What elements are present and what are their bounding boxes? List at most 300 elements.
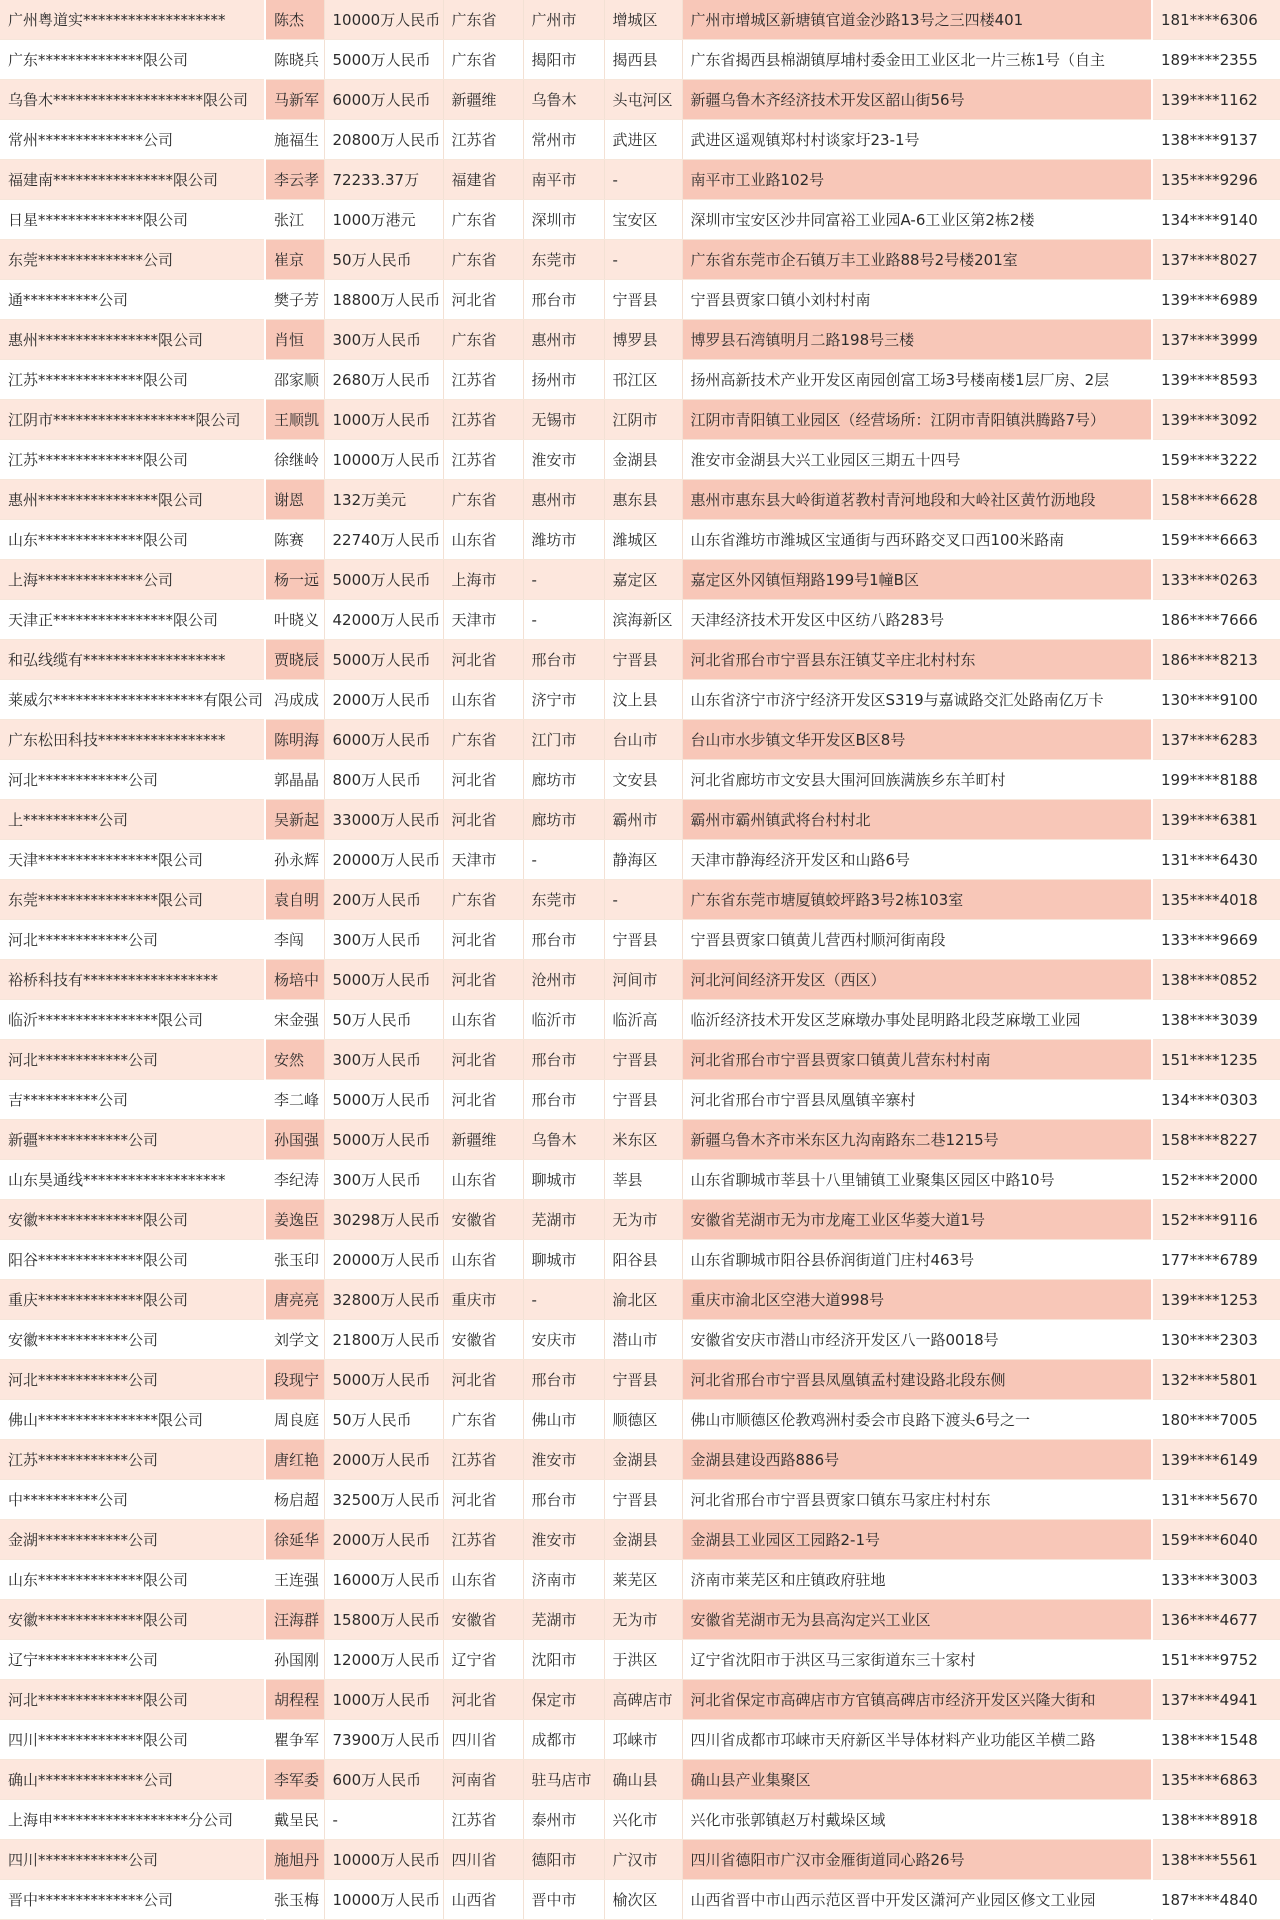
phone-cell: 159****3222 — [1152, 440, 1280, 480]
address-cell: 新疆乌鲁木齐市米东区九沟南路东二巷1215号 — [682, 1120, 1152, 1160]
legal-rep-cell: 陈杰 — [265, 0, 324, 40]
city-cell: 扬州市 — [523, 360, 604, 400]
city-cell: 东莞市 — [523, 880, 604, 920]
phone-cell: 138****5561 — [1152, 1840, 1280, 1880]
company-name-cell: 吉**********公司 — [0, 1080, 265, 1120]
province-cell: 广东省 — [443, 1400, 523, 1440]
city-cell: 邢台市 — [523, 1360, 604, 1400]
city-cell: 淮安市 — [523, 440, 604, 480]
company-name-cell: 山东**************限公司 — [0, 1560, 265, 1600]
city-cell: 邢台市 — [523, 1480, 604, 1520]
city-cell: 德阳市 — [523, 1840, 604, 1880]
address-cell: 临沂经济技术开发区芝麻墩办事处昆明路北段芝麻墩工业园 — [682, 1000, 1152, 1040]
legal-rep-cell: 冯成成 — [265, 680, 324, 720]
province-cell: 江苏省 — [443, 1520, 523, 1560]
city-cell: 芜湖市 — [523, 1200, 604, 1240]
legal-rep-cell: 张玉梅 — [265, 1880, 324, 1920]
company-name-cell: 山东昊通线******************* — [0, 1160, 265, 1200]
table-row — [0, 1160, 1280, 1200]
legal-rep-cell: 崔京 — [265, 240, 324, 280]
phone-cell: 135****4018 — [1152, 880, 1280, 920]
legal-rep-cell: 汪海群 — [265, 1600, 324, 1640]
address-cell: 山东省潍坊市潍城区宝通街与西环路交叉口西100米路南 — [682, 520, 1152, 560]
registered-capital-cell: 300万人民币 — [324, 1040, 443, 1080]
province-cell: 江苏省 — [443, 1800, 523, 1840]
province-cell: 河北省 — [443, 920, 523, 960]
district-cell: 临沂高 — [604, 1000, 682, 1040]
legal-rep-cell: 郭晶晶 — [265, 760, 324, 800]
district-cell: 惠东县 — [604, 480, 682, 520]
registered-capital-cell: 5000万人民币 — [324, 1360, 443, 1400]
district-cell: 宁晋县 — [604, 1040, 682, 1080]
table-row — [0, 640, 1280, 680]
phone-cell: 177****6789 — [1152, 1240, 1280, 1280]
company-name-cell: 四川************公司 — [0, 1840, 265, 1880]
table-row — [0, 1720, 1280, 1760]
address-cell: 江阴市青阳镇工业园区（经营场所：江阴市青阳镇洪腾路7号） — [682, 400, 1152, 440]
registered-capital-cell: 32500万人民币 — [324, 1480, 443, 1520]
address-cell: 博罗县石湾镇明月二路198号三楼 — [682, 320, 1152, 360]
city-cell: 济南市 — [523, 1560, 604, 1600]
legal-rep-cell: 刘学文 — [265, 1320, 324, 1360]
district-cell: 增城区 — [604, 0, 682, 40]
city-cell: 淮安市 — [523, 1520, 604, 1560]
district-cell: 文安县 — [604, 760, 682, 800]
table-row — [0, 1440, 1280, 1480]
district-cell: 滨海新区 — [604, 600, 682, 640]
city-cell: 惠州市 — [523, 480, 604, 520]
address-cell: 兴化市张郭镇赵万村戴垛区域 — [682, 1800, 1152, 1840]
address-cell: 安徽省芜湖市无为市龙庵工业区华菱大道1号 — [682, 1200, 1152, 1240]
table-row — [0, 1640, 1280, 1680]
district-cell: 渝北区 — [604, 1280, 682, 1320]
province-cell: 重庆市 — [443, 1280, 523, 1320]
city-cell: 潍坊市 — [523, 520, 604, 560]
district-cell: 米东区 — [604, 1120, 682, 1160]
legal-rep-cell: 马新军 — [265, 80, 324, 120]
registered-capital-cell: 132万美元 — [324, 480, 443, 520]
table-row — [0, 240, 1280, 280]
legal-rep-cell: 陈赛 — [265, 520, 324, 560]
registered-capital-cell: 5000万人民币 — [324, 560, 443, 600]
city-cell: 揭阳市 — [523, 40, 604, 80]
district-cell: 宁晋县 — [604, 920, 682, 960]
province-cell: 广东省 — [443, 40, 523, 80]
registered-capital-cell: 18800万人民币 — [324, 280, 443, 320]
address-cell: 河北省廊坊市文安县大围河回族满族乡东羊町村 — [682, 760, 1152, 800]
phone-cell: 134****9140 — [1152, 200, 1280, 240]
city-cell: 廊坊市 — [523, 760, 604, 800]
city-cell: 惠州市 — [523, 320, 604, 360]
table-row — [0, 600, 1280, 640]
registered-capital-cell: 21800万人民币 — [324, 1320, 443, 1360]
registered-capital-cell: 5000万人民币 — [324, 1120, 443, 1160]
company-name-cell: 临沂****************限公司 — [0, 1000, 265, 1040]
company-name-cell: 江苏**************限公司 — [0, 440, 265, 480]
company-name-cell: 中**********公司 — [0, 1480, 265, 1520]
company-name-cell: 天津****************限公司 — [0, 840, 265, 880]
district-cell: 静海区 — [604, 840, 682, 880]
phone-cell: 189****2355 — [1152, 40, 1280, 80]
company-name-cell: 山东**************限公司 — [0, 520, 265, 560]
legal-rep-cell: 唐亮亮 — [265, 1280, 324, 1320]
address-cell: 济南市莱芜区和庄镇政府驻地 — [682, 1560, 1152, 1600]
district-cell: 汶上县 — [604, 680, 682, 720]
legal-rep-cell: 陈明海 — [265, 720, 324, 760]
table-row — [0, 880, 1280, 920]
table-row — [0, 1320, 1280, 1360]
city-cell: - — [523, 1280, 604, 1320]
address-cell: 淮安市金湖县大兴工业园区三期五十四号 — [682, 440, 1152, 480]
province-cell: 山东省 — [443, 680, 523, 720]
district-cell: 榆次区 — [604, 1880, 682, 1920]
legal-rep-cell: 孙永辉 — [265, 840, 324, 880]
registered-capital-cell: 1000万人民币 — [324, 1680, 443, 1720]
table-row — [0, 280, 1280, 320]
city-cell: 常州市 — [523, 120, 604, 160]
province-cell: 上海市 — [443, 560, 523, 600]
address-cell: 深圳市宝安区沙井同富裕工业园A-6工业区第2栋2楼 — [682, 200, 1152, 240]
province-cell: 天津市 — [443, 600, 523, 640]
province-cell: 广东省 — [443, 720, 523, 760]
province-cell: 河北省 — [443, 760, 523, 800]
address-cell: 河北河间经济开发区（西区） — [682, 960, 1152, 1000]
city-cell: 聊城市 — [523, 1160, 604, 1200]
table-row — [0, 1480, 1280, 1520]
phone-cell: 139****1162 — [1152, 80, 1280, 120]
address-cell: 天津市静海经济开发区和山路6号 — [682, 840, 1152, 880]
registered-capital-cell: 22740万人民币 — [324, 520, 443, 560]
table-row — [0, 440, 1280, 480]
phone-cell: 135****9296 — [1152, 160, 1280, 200]
district-cell: 金湖县 — [604, 440, 682, 480]
district-cell: 邛崃市 — [604, 1720, 682, 1760]
district-cell: 邗江区 — [604, 360, 682, 400]
registered-capital-cell: 5000万人民币 — [324, 40, 443, 80]
province-cell: 山东省 — [443, 1240, 523, 1280]
district-cell: 顺德区 — [604, 1400, 682, 1440]
phone-cell: 186****7666 — [1152, 600, 1280, 640]
city-cell: 佛山市 — [523, 1400, 604, 1440]
table-row — [0, 520, 1280, 560]
registered-capital-cell: 42000万人民币 — [324, 600, 443, 640]
province-cell: 广东省 — [443, 880, 523, 920]
registered-capital-cell: 10000万人民币 — [324, 1840, 443, 1880]
company-name-cell: 通**********公司 — [0, 280, 265, 320]
phone-cell: 187****4840 — [1152, 1880, 1280, 1920]
table-row — [0, 80, 1280, 120]
city-cell: 沈阳市 — [523, 1640, 604, 1680]
phone-cell: 158****6628 — [1152, 480, 1280, 520]
company-name-cell: 晋中**************公司 — [0, 1880, 265, 1920]
province-cell: 河北省 — [443, 1680, 523, 1720]
province-cell: 山东省 — [443, 1560, 523, 1600]
district-cell: - — [604, 880, 682, 920]
registered-capital-cell: 15800万人民币 — [324, 1600, 443, 1640]
phone-cell: 139****6381 — [1152, 800, 1280, 840]
phone-cell: 152****2000 — [1152, 1160, 1280, 1200]
address-cell: 南平市工业路102号 — [682, 160, 1152, 200]
company-name-cell: 广东松田科技***************** — [0, 720, 265, 760]
legal-rep-cell: 张江 — [265, 200, 324, 240]
company-name-cell: 裕桥科技有****************** — [0, 960, 265, 1000]
phone-cell: 159****6663 — [1152, 520, 1280, 560]
legal-rep-cell: 李纪涛 — [265, 1160, 324, 1200]
district-cell: 武进区 — [604, 120, 682, 160]
city-cell: 江门市 — [523, 720, 604, 760]
district-cell: 兴化市 — [604, 1800, 682, 1840]
address-cell: 确山县产业集聚区 — [682, 1760, 1152, 1800]
legal-rep-cell: 袁自明 — [265, 880, 324, 920]
company-name-cell: 江苏**************限公司 — [0, 360, 265, 400]
phone-cell: 138****9137 — [1152, 120, 1280, 160]
table-row — [0, 560, 1280, 600]
district-cell: - — [604, 160, 682, 200]
address-cell: 惠州市惠东县大岭街道茗教村青河地段和大岭社区黄竹沥地段 — [682, 480, 1152, 520]
city-cell: 晋中市 — [523, 1880, 604, 1920]
legal-rep-cell: 叶晓义 — [265, 600, 324, 640]
legal-rep-cell: 陈晓兵 — [265, 40, 324, 80]
address-cell: 天津经济技术开发区中区纺八路283号 — [682, 600, 1152, 640]
legal-rep-cell: 施福生 — [265, 120, 324, 160]
province-cell: 江苏省 — [443, 360, 523, 400]
table-row — [0, 1120, 1280, 1160]
city-cell: 安庆市 — [523, 1320, 604, 1360]
table-row — [0, 1760, 1280, 1800]
company-name-cell: 广州粤道实******************* — [0, 0, 265, 40]
address-cell: 佛山市顺德区伦教鸡洲村委会市良路下渡头6号之一 — [682, 1400, 1152, 1440]
province-cell: 天津市 — [443, 840, 523, 880]
legal-rep-cell: 贾晓辰 — [265, 640, 324, 680]
company-name-cell: 安徽************公司 — [0, 1320, 265, 1360]
phone-cell: 137****8027 — [1152, 240, 1280, 280]
table-row — [0, 1280, 1280, 1320]
province-cell: 河北省 — [443, 1480, 523, 1520]
phone-cell: 181****6306 — [1152, 0, 1280, 40]
registered-capital-cell: 300万人民币 — [324, 320, 443, 360]
city-cell: 乌鲁木 — [523, 1120, 604, 1160]
city-cell: 驻马店市 — [523, 1760, 604, 1800]
company-name-cell: 佛山****************限公司 — [0, 1400, 265, 1440]
legal-rep-cell: 施旭丹 — [265, 1840, 324, 1880]
registered-capital-cell: 32800万人民币 — [324, 1280, 443, 1320]
address-cell: 广东省揭西县棉湖镇厚埔村委金田工业区北一片三栋1号（自主 — [682, 40, 1152, 80]
legal-rep-cell: 徐继岭 — [265, 440, 324, 480]
province-cell: 河北省 — [443, 640, 523, 680]
table-row — [0, 1360, 1280, 1400]
registered-capital-cell: 5000万人民币 — [324, 960, 443, 1000]
phone-cell: 131****6430 — [1152, 840, 1280, 880]
city-cell: - — [523, 600, 604, 640]
legal-rep-cell: 张玉印 — [265, 1240, 324, 1280]
phone-cell: 136****4677 — [1152, 1600, 1280, 1640]
district-cell: 河间市 — [604, 960, 682, 1000]
city-cell: 邢台市 — [523, 640, 604, 680]
legal-rep-cell: 肖恒 — [265, 320, 324, 360]
district-cell: 广汉市 — [604, 1840, 682, 1880]
address-cell: 台山市水步镇文华开发区B区8号 — [682, 720, 1152, 760]
city-cell: 邢台市 — [523, 1080, 604, 1120]
table-row — [0, 920, 1280, 960]
company-name-cell: 天津正****************限公司 — [0, 600, 265, 640]
city-cell: 无锡市 — [523, 400, 604, 440]
province-cell: 山西省 — [443, 1880, 523, 1920]
phone-cell: 130****2303 — [1152, 1320, 1280, 1360]
city-cell: 保定市 — [523, 1680, 604, 1720]
province-cell: 广东省 — [443, 0, 523, 40]
province-cell: 广东省 — [443, 200, 523, 240]
legal-rep-cell: 周良庭 — [265, 1400, 324, 1440]
registered-capital-cell: 600万人民币 — [324, 1760, 443, 1800]
province-cell: 广东省 — [443, 320, 523, 360]
address-cell: 霸州市霸州镇武将台村村北 — [682, 800, 1152, 840]
address-cell: 广东省东莞市塘厦镇蛟坪路3号2栋103室 — [682, 880, 1152, 920]
phone-cell: 134****0303 — [1152, 1080, 1280, 1120]
company-name-cell: 东莞****************限公司 — [0, 880, 265, 920]
phone-cell: 186****8213 — [1152, 640, 1280, 680]
city-cell: 济宁市 — [523, 680, 604, 720]
company-name-cell: 上**********公司 — [0, 800, 265, 840]
city-cell: 淮安市 — [523, 1440, 604, 1480]
district-cell: 确山县 — [604, 1760, 682, 1800]
legal-rep-cell: 杨培中 — [265, 960, 324, 1000]
address-cell: 河北省邢台市宁晋县贾家口镇黄儿营东村村南 — [682, 1040, 1152, 1080]
province-cell: 河北省 — [443, 960, 523, 1000]
city-cell: 沧州市 — [523, 960, 604, 1000]
table-row — [0, 1040, 1280, 1080]
phone-cell: 138****3039 — [1152, 1000, 1280, 1040]
registered-capital-cell: 2000万人民币 — [324, 1520, 443, 1560]
company-name-cell: 确山**************公司 — [0, 1760, 265, 1800]
district-cell: 莱芜区 — [604, 1560, 682, 1600]
address-cell: 山东省济宁市济宁经济开发区S319与嘉诚路交汇处路南亿万卡 — [682, 680, 1152, 720]
phone-cell: 137****6283 — [1152, 720, 1280, 760]
legal-rep-cell: 邵家顺 — [265, 360, 324, 400]
table-row — [0, 1520, 1280, 1560]
city-cell: 南平市 — [523, 160, 604, 200]
district-cell: 无为市 — [604, 1200, 682, 1240]
phone-cell: 139****6989 — [1152, 280, 1280, 320]
company-name-cell: 河北************公司 — [0, 1040, 265, 1080]
province-cell: 江苏省 — [443, 120, 523, 160]
legal-rep-cell: 孙国强 — [265, 1120, 324, 1160]
legal-rep-cell: 徐延华 — [265, 1520, 324, 1560]
phone-cell: 138****0852 — [1152, 960, 1280, 1000]
district-cell: 潍城区 — [604, 520, 682, 560]
city-cell: 聊城市 — [523, 1240, 604, 1280]
legal-rep-cell: 宋金强 — [265, 1000, 324, 1040]
company-name-cell: 安徽**************限公司 — [0, 1600, 265, 1640]
registered-capital-cell: 200万人民币 — [324, 880, 443, 920]
company-name-cell: 莱威尔********************有限公司 — [0, 680, 265, 720]
province-cell: 辽宁省 — [443, 1640, 523, 1680]
table-row — [0, 680, 1280, 720]
table-row — [0, 160, 1280, 200]
company-name-cell: 惠州****************限公司 — [0, 320, 265, 360]
phone-cell: 158****8227 — [1152, 1120, 1280, 1160]
phone-cell: 130****9100 — [1152, 680, 1280, 720]
company-name-cell: 上海**************公司 — [0, 560, 265, 600]
city-cell: 廊坊市 — [523, 800, 604, 840]
district-cell: 无为市 — [604, 1600, 682, 1640]
legal-rep-cell: 胡程程 — [265, 1680, 324, 1720]
address-cell: 河北省邢台市宁晋县贾家口镇东马家庄村村东 — [682, 1480, 1152, 1520]
registered-capital-cell: 300万人民币 — [324, 920, 443, 960]
province-cell: 河北省 — [443, 800, 523, 840]
address-cell: 宁晋县贾家口镇小刘村村南 — [682, 280, 1152, 320]
company-name-cell: 重庆**************限公司 — [0, 1280, 265, 1320]
address-cell: 广东省东莞市企石镇万丰工业路88号2号楼201室 — [682, 240, 1152, 280]
company-name-cell: 江苏************公司 — [0, 1440, 265, 1480]
legal-rep-cell: 吴新起 — [265, 800, 324, 840]
registered-capital-cell: 30298万人民币 — [324, 1200, 443, 1240]
address-cell: 武进区遥观镇郑村村谈家圩23-1号 — [682, 120, 1152, 160]
district-cell: 金湖县 — [604, 1440, 682, 1480]
phone-cell: 133****0263 — [1152, 560, 1280, 600]
table-row — [0, 360, 1280, 400]
city-cell: 深圳市 — [523, 200, 604, 240]
city-cell: 邢台市 — [523, 1040, 604, 1080]
address-cell: 山东省聊城市莘县十八里铺镇工业聚集区园区中路10号 — [682, 1160, 1152, 1200]
phone-cell: 139****8593 — [1152, 360, 1280, 400]
registered-capital-cell: 72233.37万 — [324, 160, 443, 200]
district-cell: 头屯河区 — [604, 80, 682, 120]
company-name-cell: 辽宁************公司 — [0, 1640, 265, 1680]
company-name-cell: 乌鲁木********************限公司 — [0, 80, 265, 120]
company-name-cell: 东莞**************公司 — [0, 240, 265, 280]
phone-cell: 138****8918 — [1152, 1800, 1280, 1840]
registered-capital-cell: 300万人民币 — [324, 1160, 443, 1200]
district-cell: 宁晋县 — [604, 1080, 682, 1120]
company-name-cell: 金湖************公司 — [0, 1520, 265, 1560]
district-cell: 宁晋县 — [604, 640, 682, 680]
company-name-cell: 河北************公司 — [0, 1360, 265, 1400]
province-cell: 山东省 — [443, 1000, 523, 1040]
table-row — [0, 1560, 1280, 1600]
legal-rep-cell: 王连强 — [265, 1560, 324, 1600]
table-row — [0, 1800, 1280, 1840]
registered-capital-cell: 10000万人民币 — [324, 1880, 443, 1920]
city-cell: 东莞市 — [523, 240, 604, 280]
legal-rep-cell: 安然 — [265, 1040, 324, 1080]
table-row — [0, 120, 1280, 160]
company-name-cell: 新疆************公司 — [0, 1120, 265, 1160]
table-row — [0, 1000, 1280, 1040]
legal-rep-cell: 王顺凯 — [265, 400, 324, 440]
company-name-cell: 四川**************限公司 — [0, 1720, 265, 1760]
registered-capital-cell: 20000万人民币 — [324, 1240, 443, 1280]
registered-capital-cell: 6000万人民币 — [324, 80, 443, 120]
table-row — [0, 1400, 1280, 1440]
address-cell: 扬州高新技术产业开发区南园创富工场3号楼南楼1层厂房、2层 — [682, 360, 1152, 400]
address-cell: 宁晋县贾家口镇黄儿营西村顺河街南段 — [682, 920, 1152, 960]
district-cell: 莘县 — [604, 1160, 682, 1200]
province-cell: 河北省 — [443, 280, 523, 320]
company-name-cell: 惠州****************限公司 — [0, 480, 265, 520]
city-cell: 泰州市 — [523, 1800, 604, 1840]
province-cell: 河南省 — [443, 1760, 523, 1800]
registered-capital-cell: 2000万人民币 — [324, 680, 443, 720]
district-cell: 高碑店市 — [604, 1680, 682, 1720]
province-cell: 新疆维 — [443, 80, 523, 120]
table-row — [0, 760, 1280, 800]
table-row — [0, 40, 1280, 80]
district-cell: 霸州市 — [604, 800, 682, 840]
registered-capital-cell: 12000万人民币 — [324, 1640, 443, 1680]
legal-rep-cell: 杨一远 — [265, 560, 324, 600]
company-name-cell: 和弘线缆有******************* — [0, 640, 265, 680]
address-cell: 金湖县工业园区工园路2-1号 — [682, 1520, 1152, 1560]
